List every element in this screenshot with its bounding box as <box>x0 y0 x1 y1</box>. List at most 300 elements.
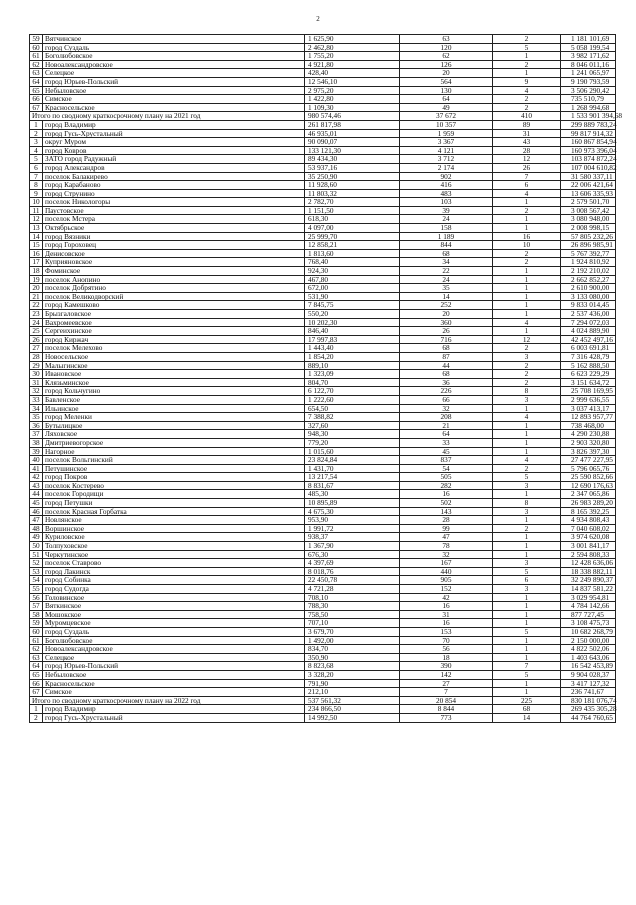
cost-value: 3 108 475,73 <box>561 619 616 628</box>
residents-value: 32 <box>400 550 493 559</box>
row-number: 40 <box>30 456 43 465</box>
buildings-count: 2 <box>493 249 561 258</box>
area-value: 14 992,50 <box>305 713 400 722</box>
row-number: 2 <box>30 713 43 722</box>
area-value: 53 937,16 <box>305 163 400 172</box>
municipality-name: город Собинка <box>43 576 305 585</box>
total-label: Итого по сводному краткосрочному плану на 2021 год <box>30 112 305 121</box>
buildings-count: 4 <box>493 86 561 95</box>
buildings-count: 2 <box>493 95 561 104</box>
table-row <box>30 163 616 172</box>
residents-value: 42 <box>400 593 493 602</box>
cost-value: 12 428 636,06 <box>561 559 616 568</box>
row-number: 54 <box>30 576 43 585</box>
municipality-name: Небыловское <box>43 670 305 679</box>
residents-value: 2 174 <box>400 163 493 172</box>
residents-value: 440 <box>400 567 493 576</box>
area-value: 4 097,00 <box>305 224 400 233</box>
row-number: 63 <box>30 653 43 662</box>
buildings-count: 1 <box>493 275 561 284</box>
table-row <box>30 602 616 611</box>
row-number: 11 <box>30 206 43 215</box>
row-number: 18 <box>30 267 43 276</box>
row-number: 43 <box>30 481 43 490</box>
area-value: 1 015,60 <box>305 447 400 456</box>
buildings-count: 7 <box>493 662 561 671</box>
area-value: 13 217,54 <box>305 473 400 482</box>
table-row <box>30 138 616 147</box>
buildings-count: 6 <box>493 576 561 585</box>
residents-value: 7 <box>400 688 493 697</box>
cost-value: 22 006 421,64 <box>561 181 616 190</box>
residents-value: 716 <box>400 335 493 344</box>
municipality-name: Симское <box>43 95 305 104</box>
buildings-count: 3 <box>493 585 561 594</box>
cost-value: 1 181 101,69 <box>561 35 616 44</box>
municipality-name: город Судогда <box>43 585 305 594</box>
municipality-name: город Суздаль <box>43 43 305 52</box>
table-row <box>30 327 616 336</box>
area-value: 7 845,75 <box>305 301 400 310</box>
buildings-count: 12 <box>493 155 561 164</box>
municipality-name: Воршинское <box>43 524 305 533</box>
row-number: 61 <box>30 636 43 645</box>
area-value: 11 803,32 <box>305 189 400 198</box>
buildings-count: 5 <box>493 43 561 52</box>
page-number: 2 <box>316 15 320 23</box>
cost-value: 2 008 998,15 <box>561 224 616 233</box>
area-value: 4 675,30 <box>305 507 400 516</box>
buildings-count: 43 <box>493 138 561 147</box>
cost-value: 25 590 852,66 <box>561 473 616 482</box>
municipality-name: Новлянское <box>43 516 305 525</box>
area-value: 672,00 <box>305 284 400 293</box>
row-number: 10 <box>30 198 43 207</box>
buildings-count: 2 <box>493 524 561 533</box>
area-value: 212,10 <box>305 688 400 697</box>
municipality-name: город Лакинск <box>43 567 305 576</box>
municipality-name: Паустовское <box>43 206 305 215</box>
row-number: 25 <box>30 327 43 336</box>
area-value: 25 999,70 <box>305 232 400 241</box>
residents-value: 252 <box>400 301 493 310</box>
cost-value: 2 594 808,33 <box>561 550 616 559</box>
cost-value: 3 826 397,30 <box>561 447 616 456</box>
municipality-name: Толпуховское <box>43 542 305 551</box>
cost-value: 57 805 232,26 <box>561 232 616 241</box>
residents-value: 20 <box>400 69 493 78</box>
buildings-count: 68 <box>493 705 561 714</box>
table-row <box>30 224 616 233</box>
buildings-count: 1 <box>493 593 561 602</box>
table-row <box>30 670 616 679</box>
area-value: 804,70 <box>305 378 400 387</box>
area-value: 1 443,40 <box>305 344 400 353</box>
buildings-count: 2 <box>493 35 561 44</box>
residents-value: 360 <box>400 318 493 327</box>
cost-value: 1 533 901 394,68 <box>561 112 616 121</box>
residents-value: 64 <box>400 95 493 104</box>
area-value: 1 625,90 <box>305 35 400 44</box>
area-value: 2 462,80 <box>305 43 400 52</box>
area-value: 4 721,28 <box>305 585 400 594</box>
buildings-count: 1 <box>493 447 561 456</box>
cost-value: 2 662 852,27 <box>561 275 616 284</box>
cost-value: 99 817 914,32 <box>561 129 616 138</box>
area-value: 889,10 <box>305 361 400 370</box>
area-value: 10 202,30 <box>305 318 400 327</box>
area-value: 12 546,10 <box>305 77 400 86</box>
buildings-count: 1 <box>493 284 561 293</box>
cost-value: 7 294 072,03 <box>561 318 616 327</box>
cost-value: 877 727,45 <box>561 610 616 619</box>
buildings-count: 410 <box>493 112 561 121</box>
residents-value: 502 <box>400 499 493 508</box>
cost-value: 8 165 392,25 <box>561 507 616 516</box>
residents-value: 103 <box>400 198 493 207</box>
buildings-count: 16 <box>493 232 561 241</box>
municipality-name: поселок Красная Горбатка <box>43 507 305 516</box>
residents-value: 10 357 <box>400 120 493 129</box>
cost-value: 8 046 011,16 <box>561 60 616 69</box>
table-row <box>30 713 616 722</box>
residents-value: 143 <box>400 507 493 516</box>
row-number: 21 <box>30 292 43 301</box>
row-number: 35 <box>30 413 43 422</box>
residents-value: 837 <box>400 456 493 465</box>
buildings-count: 1 <box>493 550 561 559</box>
area-value: 89 434,30 <box>305 155 400 164</box>
row-number: 46 <box>30 507 43 516</box>
row-number: 37 <box>30 430 43 439</box>
residents-value: 16 <box>400 602 493 611</box>
buildings-count: 1 <box>493 430 561 439</box>
municipality-name: город Меленки <box>43 413 305 422</box>
cost-value: 160 973 396,04 <box>561 146 616 155</box>
row-number: 30 <box>30 370 43 379</box>
residents-value: 44 <box>400 361 493 370</box>
row-number: 22 <box>30 301 43 310</box>
table-row <box>30 370 616 379</box>
row-number: 24 <box>30 318 43 327</box>
residents-value: 31 <box>400 610 493 619</box>
row-number: 1 <box>30 705 43 714</box>
row-number: 3 <box>30 138 43 147</box>
cost-value: 16 542 453,89 <box>561 662 616 671</box>
cost-value: 12 690 176,63 <box>561 481 616 490</box>
residents-value: 20 <box>400 310 493 319</box>
cost-value: 236 741,67 <box>561 688 616 697</box>
residents-value: 152 <box>400 585 493 594</box>
municipality-name: поселок Городищи <box>43 490 305 499</box>
buildings-count: 4 <box>493 456 561 465</box>
row-number: 62 <box>30 60 43 69</box>
row-number: 49 <box>30 533 43 542</box>
row-number: 2 <box>30 129 43 138</box>
municipality-name: Денисовское <box>43 249 305 258</box>
cost-value: 9 190 793,59 <box>561 77 616 86</box>
table-row <box>30 310 616 319</box>
row-number: 6 <box>30 163 43 172</box>
area-value: 953,90 <box>305 516 400 525</box>
buildings-count: 1 <box>493 224 561 233</box>
cost-value: 3 506 290,42 <box>561 86 616 95</box>
cost-value: 107 004 610,82 <box>561 163 616 172</box>
buildings-count: 8 <box>493 499 561 508</box>
buildings-count: 1 <box>493 688 561 697</box>
cost-value: 3 001 841,17 <box>561 542 616 551</box>
buildings-count: 12 <box>493 335 561 344</box>
row-number: 5 <box>30 155 43 164</box>
cost-value: 4 934 808,43 <box>561 516 616 525</box>
cost-value: 4 290 230,88 <box>561 430 616 439</box>
municipality-name: Черкутинское <box>43 550 305 559</box>
area-value: 707,10 <box>305 619 400 628</box>
row-number: 50 <box>30 542 43 551</box>
cost-value: 3 417 127,32 <box>561 679 616 688</box>
cost-value: 26 983 289,20 <box>561 499 616 508</box>
row-number: 61 <box>30 52 43 61</box>
cost-value: 5 058 199,54 <box>561 43 616 52</box>
table-row <box>30 645 616 654</box>
residents-value: 14 <box>400 292 493 301</box>
area-value: 1 367,90 <box>305 542 400 551</box>
area-value: 4 397,69 <box>305 559 400 568</box>
municipality-name: поселок Ставрово <box>43 559 305 568</box>
row-number: 17 <box>30 258 43 267</box>
row-number: 45 <box>30 499 43 508</box>
buildings-count: 4 <box>493 318 561 327</box>
area-value: 758,50 <box>305 610 400 619</box>
municipality-name: город Петушки <box>43 499 305 508</box>
residents-value: 35 <box>400 284 493 293</box>
municipality-name: Селецкое <box>43 653 305 662</box>
buildings-count: 4 <box>493 189 561 198</box>
area-value: 234 866,50 <box>305 705 400 714</box>
buildings-count: 7 <box>493 172 561 181</box>
cost-value: 3 029 954,81 <box>561 593 616 602</box>
municipality-name: город Александров <box>43 163 305 172</box>
municipality-name: Новоалександровское <box>43 645 305 654</box>
buildings-count: 1 <box>493 52 561 61</box>
municipality-name: Вятчинское <box>43 35 305 44</box>
cost-value: 160 867 854,94 <box>561 138 616 147</box>
table-row <box>30 438 616 447</box>
cost-value: 5 796 065,76 <box>561 464 616 473</box>
residents-value: 21 <box>400 421 493 430</box>
buildings-count: 1 <box>493 404 561 413</box>
residents-value: 844 <box>400 241 493 250</box>
municipality-name: Бутылицкое <box>43 421 305 430</box>
table-row <box>30 413 616 422</box>
residents-value: 47 <box>400 533 493 542</box>
buildings-count: 1 <box>493 542 561 551</box>
capital-repair-plan-table <box>29 34 623 723</box>
row-number: 66 <box>30 95 43 104</box>
buildings-count: 1 <box>493 438 561 447</box>
municipality-name: Ляховское <box>43 430 305 439</box>
buildings-count: 5 <box>493 473 561 482</box>
residents-value: 37 672 <box>400 112 493 121</box>
area-value: 1 991,72 <box>305 524 400 533</box>
cost-value: 3 974 620,08 <box>561 533 616 542</box>
row-number: 55 <box>30 585 43 594</box>
area-value: 35 250,90 <box>305 172 400 181</box>
municipality-name: город Суздаль <box>43 627 305 636</box>
buildings-count: 5 <box>493 670 561 679</box>
cost-value: 2 150 000,00 <box>561 636 616 645</box>
area-value: 3 328,20 <box>305 670 400 679</box>
municipality-name: поселок Вольгинский <box>43 456 305 465</box>
total-label: Итого по сводному краткосрочному плану на 2022 год <box>30 696 305 705</box>
municipality-name: Новоалександровское <box>43 60 305 69</box>
buildings-count: 1 <box>493 653 561 662</box>
row-number: 34 <box>30 404 43 413</box>
area-value: 2 782,70 <box>305 198 400 207</box>
residents-value: 66 <box>400 395 493 404</box>
area-value: 2 975,20 <box>305 86 400 95</box>
buildings-count: 1 <box>493 292 561 301</box>
area-value: 834,70 <box>305 645 400 654</box>
cost-value: 1 268 994,68 <box>561 103 616 112</box>
municipality-name: Вахромеевское <box>43 318 305 327</box>
area-value: 1 431,70 <box>305 464 400 473</box>
table-row <box>30 267 616 276</box>
area-value: 924,30 <box>305 267 400 276</box>
municipality-name: Боголюбовское <box>43 52 305 61</box>
buildings-count: 2 <box>493 60 561 69</box>
area-value: 768,40 <box>305 258 400 267</box>
area-value: 350,90 <box>305 653 400 662</box>
area-value: 779,20 <box>305 438 400 447</box>
row-number: 28 <box>30 352 43 361</box>
buildings-count: 31 <box>493 129 561 138</box>
cost-value: 735 510,79 <box>561 95 616 104</box>
residents-value: 34 <box>400 258 493 267</box>
area-value: 1 854,20 <box>305 352 400 361</box>
residents-value: 54 <box>400 464 493 473</box>
area-value: 428,40 <box>305 69 400 78</box>
residents-value: 142 <box>400 670 493 679</box>
row-number: 32 <box>30 387 43 396</box>
table-row <box>30 585 616 594</box>
cost-value: 3 133 080,00 <box>561 292 616 301</box>
area-value: 46 935,01 <box>305 129 400 138</box>
residents-value: 390 <box>400 662 493 671</box>
residents-value: 505 <box>400 473 493 482</box>
area-value: 8 823,68 <box>305 662 400 671</box>
cost-value: 26 896 985,91 <box>561 241 616 250</box>
area-value: 550,20 <box>305 310 400 319</box>
table-row <box>30 688 616 697</box>
cost-value: 2 537 436,00 <box>561 310 616 319</box>
table-row <box>30 181 616 190</box>
municipality-name: Фоминское <box>43 267 305 276</box>
cost-value: 44 764 760,65 <box>561 713 616 722</box>
municipality-name: город Владимир <box>43 120 305 129</box>
residents-value: 33 <box>400 438 493 447</box>
row-number: 16 <box>30 249 43 258</box>
row-number: 64 <box>30 662 43 671</box>
row-number: 41 <box>30 464 43 473</box>
buildings-count: 6 <box>493 181 561 190</box>
row-number: 15 <box>30 241 43 250</box>
row-number: 59 <box>30 35 43 44</box>
row-number: 42 <box>30 473 43 482</box>
municipality-name: Сергеихинское <box>43 327 305 336</box>
residents-value: 773 <box>400 713 493 722</box>
municipality-name: поселок Анопино <box>43 275 305 284</box>
area-value: 261 817,98 <box>305 120 400 129</box>
residents-value: 36 <box>400 378 493 387</box>
residents-value: 24 <box>400 215 493 224</box>
residents-value: 1 959 <box>400 129 493 138</box>
residents-value: 226 <box>400 387 493 396</box>
cost-value: 14 837 581,22 <box>561 585 616 594</box>
area-value: 8 018,76 <box>305 567 400 576</box>
buildings-count: 4 <box>493 413 561 422</box>
municipality-name: поселок Мелехово <box>43 344 305 353</box>
row-number: 4 <box>30 146 43 155</box>
area-value: 1 109,30 <box>305 103 400 112</box>
area-value: 537 561,32 <box>305 696 400 705</box>
municipality-name: город Юрьев-Польский <box>43 662 305 671</box>
municipality-name: Небыловское <box>43 86 305 95</box>
row-number: 9 <box>30 189 43 198</box>
area-value: 17 997,83 <box>305 335 400 344</box>
area-value: 327,60 <box>305 421 400 430</box>
row-number: 14 <box>30 232 43 241</box>
municipality-name: ЗАТО город Радужный <box>43 155 305 164</box>
municipality-name: Селецкое <box>43 69 305 78</box>
table-row <box>30 499 616 508</box>
area-value: 23 824,84 <box>305 456 400 465</box>
cost-value: 2 999 636,55 <box>561 395 616 404</box>
cost-value: 1 924 810,92 <box>561 258 616 267</box>
buildings-count: 3 <box>493 481 561 490</box>
cost-value: 103 874 872,24 <box>561 155 616 164</box>
row-number: 7 <box>30 172 43 181</box>
area-value: 22 450,78 <box>305 576 400 585</box>
area-value: 654,50 <box>305 404 400 413</box>
area-value: 846,40 <box>305 327 400 336</box>
area-value: 7 388,82 <box>305 413 400 422</box>
residents-value: 49 <box>400 103 493 112</box>
table-row <box>30 120 616 129</box>
table-row <box>30 542 616 551</box>
row-number: 67 <box>30 103 43 112</box>
row-number: 58 <box>30 610 43 619</box>
municipality-name: Симское <box>43 688 305 697</box>
cost-value: 9 833 014,45 <box>561 301 616 310</box>
residents-value: 130 <box>400 86 493 95</box>
row-number: 52 <box>30 559 43 568</box>
buildings-count: 2 <box>493 464 561 473</box>
area-value: 133 121,30 <box>305 146 400 155</box>
residents-value: 167 <box>400 559 493 568</box>
cost-value: 18 338 882,11 <box>561 567 616 576</box>
residents-value: 68 <box>400 249 493 258</box>
row-number: 59 <box>30 619 43 628</box>
residents-value: 70 <box>400 636 493 645</box>
residents-value: 416 <box>400 181 493 190</box>
area-value: 11 928,60 <box>305 181 400 190</box>
row-number: 53 <box>30 567 43 576</box>
row-number: 33 <box>30 395 43 404</box>
row-number: 62 <box>30 645 43 654</box>
cost-value: 9 904 028,37 <box>561 670 616 679</box>
area-value: 788,30 <box>305 602 400 611</box>
